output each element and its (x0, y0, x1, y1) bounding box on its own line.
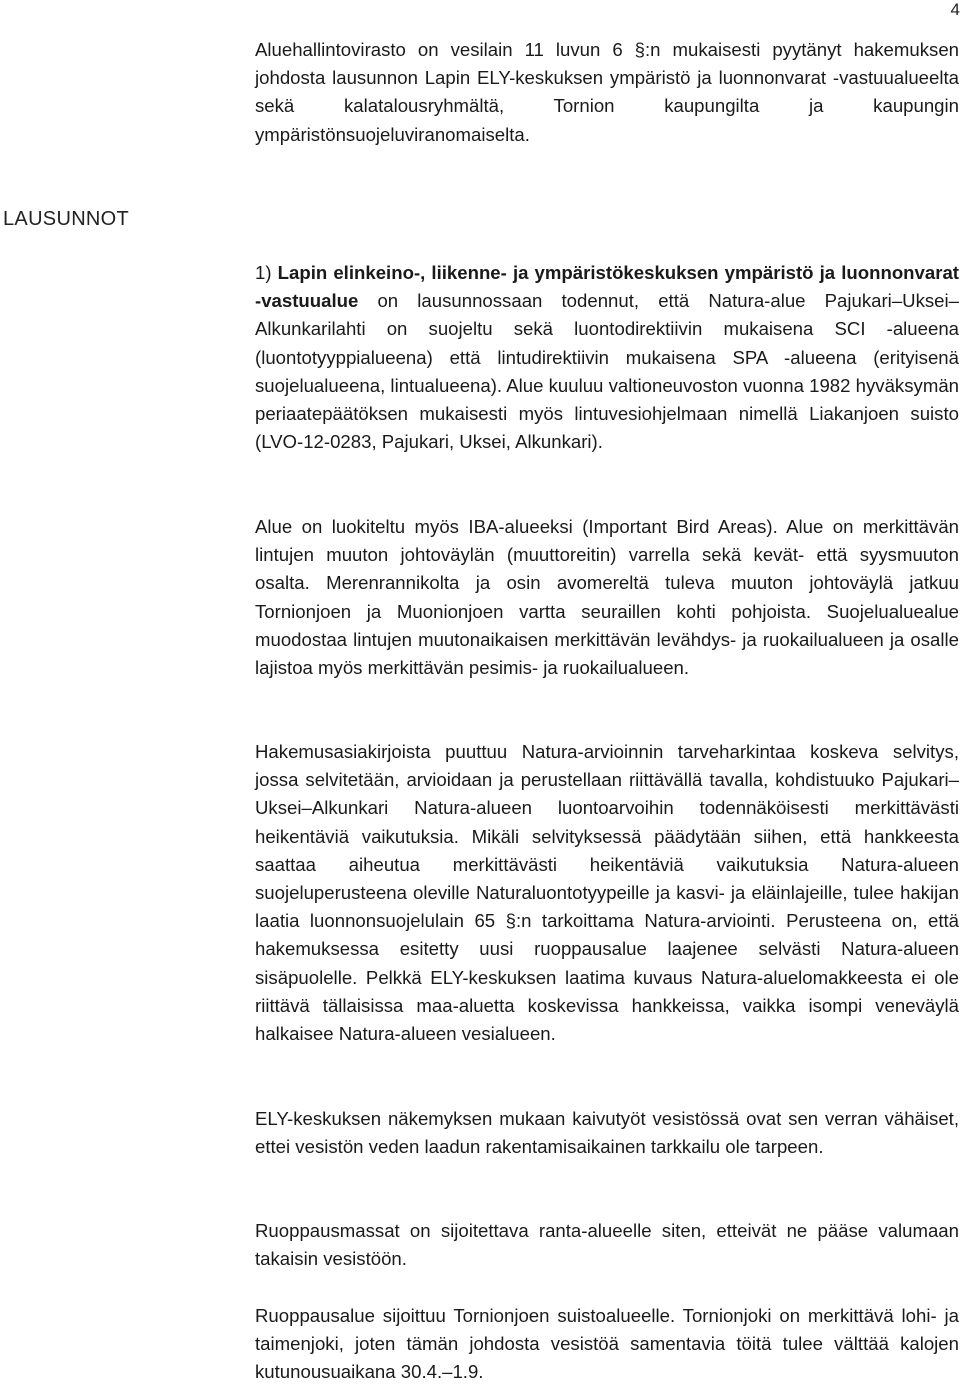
page-number: 4 (950, 0, 960, 19)
body-paragraph: Hakemusasiakirjoista puuttuu Natura-arvioinnin tarveharkintaa koskeva selvitys, jossa selvitetään, arvioidaan ja perustellaan riittävällä tavalla, kohdistuuko Pajukari–Uksei–Alkunkari Natura-alueen luontoarvoihin todennäköisesti merkittävästi heikentäviä vaikutuksia. Mikäli selvityksessä päädytään siihen, että hankkeesta saattaa aiheutua merkittävästi heikentäviä vaikutuksia Natura-alueen suojeluperusteena oleville Naturaluontotyypeille ja kasvi- ja eläinlajeille, tulee hakijan laatia luonnonsuojelulain 65 §:n tarkoittama Natura-arviointi. Perusteena on, että hakemuksessa esitetty uusi ruoppausalue laajenee selvästi Natura-alueen sisäpuolelle. Pelkkä ELY-keskuksen laatima kuvaus Natura-aluelomakkeesta ei ole riittävä tällaisissa maa-aluetta koskevissa hankkeissa, vaikka isompi veneväylä halkaisee Natura-alueen vesialueen. (255, 741, 959, 1045)
body-paragraph: Ruoppausalue sijoittuu Tornionjoen suistoalueelle. Tornionjoki on merkittävä lohi- ja taimenjoki, joten tämän johdosta vesistöä samentavia töitä tulee välttää kalojen kutunousuaikana 30.4.–1.9. (255, 1305, 959, 1383)
intro-paragraph: Aluehallintovirasto on vesilain 11 luvun 6 §:n mukaisesti pyytänyt hakemuksen johdosta lausunnon Lapin ELY-keskuksen ympäristö ja luonnonvarat -vastuualueelta sekä kalatalousryhmältä, Tornion kaupungilta ja kaupungin ympäristönsuojeluviranomaiselta. (255, 39, 959, 145)
statement-number: 1) (255, 262, 272, 283)
body-paragraph: Alue on luokiteltu myös IBA-alueeksi (Important Bird Areas). Alue on merkittävän lintujen muuton johtoväylän (muuttoreitin) varrella sekä kevät- että syysmuuton osalta. Merenrannikolta ja osin avomereltä tuleva muuton johtoväylä jatkuu Tornionjoen ja Muonionjoen vartta seuraillen kohti pohjoista. Suojelualuealue muodostaa lintujen muutonaikaisen merkittävän levähdys- ja ruokailualueen ja osalle lajistoa myös merkittävän pesimis- ja ruokailualueen. (255, 516, 959, 679)
section-heading: LAUSUNNOT (3, 208, 130, 230)
statement-1-paragraph (255, 259, 959, 456)
body-paragraph: ELY-keskuksen näkemyksen mukaan kaivutyöt vesistössä ovat sen verran vähäiset, ettei vesistön veden laadun rakentamisaikainen tarkkailu ole tarpeen. (255, 1108, 959, 1158)
body-paragraph: Ruoppausmassat on sijoitettava ranta-alueelle siten, etteivät ne pääse valumaan takaisin vesistöön. (255, 1220, 959, 1270)
statement-authority: Lapin elinkeino-, liikenne- ja ympäristökeskuksen ympäristö ja luonnonvarat -vastuualue (255, 262, 959, 312)
statement-text: on lausunnossaan todennut, että Natura-alue Pajukari–Uksei–Alkunkarilahti on suojeltu sekä luontodirektiivin mukaisena SCI -alueena (luontotyyppialueena) että lintudirektiivin mukaisena SPA -alueena (erityisenä suojelualueena, lintualueena). Alue kuuluu valtioneuvoston vuonna 1982 hyväksymän periaatepäätöksen mukaisesti myös lintuvesiohjelmaan nimellä Liakanjoen suisto (LVO-12-0283, Pajukari, Uksei, Alkunkari). (255, 290, 959, 453)
